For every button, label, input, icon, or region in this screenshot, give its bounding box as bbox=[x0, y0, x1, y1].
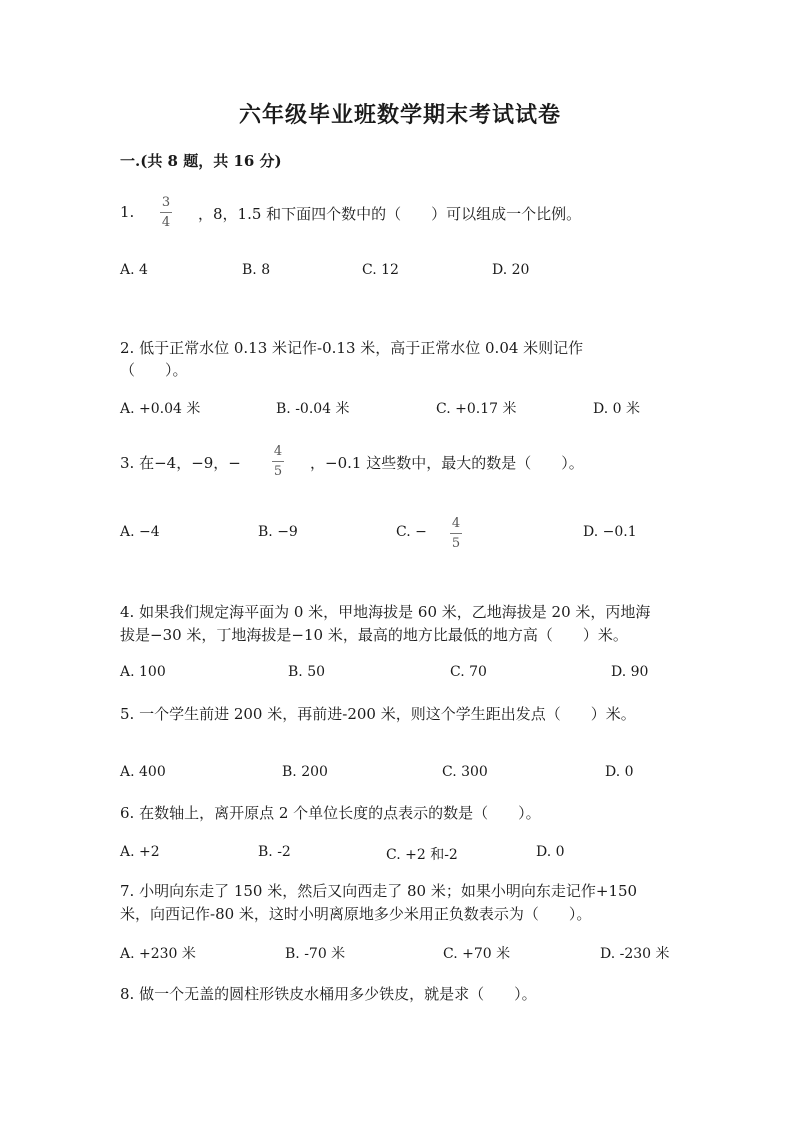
question-text-before: 3. 在−4，−9，− bbox=[120, 454, 241, 472]
option-c[interactable]: C. 300 bbox=[442, 764, 488, 780]
fraction-bar bbox=[450, 533, 462, 534]
option-a[interactable]: A. −4 bbox=[120, 524, 160, 540]
fraction-numerator: 4 bbox=[451, 516, 461, 531]
question-text-line-1: 4. 如果我们规定海平面为 0 米，甲地海拔是 60 米，乙地海拔是 20 米，丙地海 bbox=[120, 603, 651, 621]
question-text: ，8，1.5 和下面四个数中的（ ）可以组成一个比例。 bbox=[198, 205, 582, 223]
page-title: 六年级毕业班数学期末考试试卷 bbox=[238, 102, 561, 128]
option-c[interactable]: C. − bbox=[396, 524, 427, 540]
fraction-bar bbox=[272, 461, 284, 462]
option-d[interactable]: D. -230 米 bbox=[600, 946, 670, 962]
fraction-numerator: 4 bbox=[273, 444, 283, 459]
option-d[interactable]: D. 20 bbox=[492, 262, 530, 278]
option-a[interactable]: A. +2 bbox=[120, 844, 160, 860]
question-number: 1. bbox=[120, 203, 135, 221]
option-d[interactable]: D. 0 bbox=[536, 844, 565, 860]
option-b[interactable]: B. -2 bbox=[258, 844, 291, 860]
fraction-denominator: 5 bbox=[273, 464, 283, 479]
option-d[interactable]: D. 90 bbox=[611, 664, 649, 680]
option-d[interactable]: D. 0 米 bbox=[593, 401, 640, 417]
option-b[interactable]: B. −9 bbox=[258, 524, 298, 540]
fraction-denominator: 5 bbox=[451, 536, 461, 551]
question-text-line-2: （ ）。 bbox=[120, 361, 188, 379]
fraction-bar bbox=[160, 212, 172, 213]
option-a[interactable]: A. +230 米 bbox=[120, 946, 196, 962]
option-a[interactable]: A. 4 bbox=[120, 262, 148, 278]
option-c[interactable]: C. +2 和-2 bbox=[386, 847, 458, 863]
question-text-line-1: 2. 低于正常水位 0.13 米记作-0.13 米，高于正常水位 0.04 米则记作 bbox=[120, 339, 584, 357]
option-b[interactable]: B. 8 bbox=[242, 262, 271, 278]
option-b[interactable]: B. 50 bbox=[288, 664, 326, 680]
option-b[interactable]: B. -70 米 bbox=[285, 946, 346, 962]
option-c[interactable]: C. 12 bbox=[362, 262, 399, 278]
option-c[interactable]: C. +70 米 bbox=[443, 946, 511, 962]
option-c[interactable]: C. 70 bbox=[450, 664, 487, 680]
option-a[interactable]: A. 400 bbox=[120, 764, 166, 780]
question-text-line-1: 6. 在数轴上，离开原点 2 个单位长度的点表示的数是（ ）。 bbox=[120, 804, 541, 822]
question-text-line-1: 8. 做一个无盖的圆柱形铁皮水桶用多少铁皮，就是求（ ）。 bbox=[120, 985, 537, 1003]
option-a[interactable]: A. 100 bbox=[120, 664, 166, 680]
fraction-denominator: 4 bbox=[161, 215, 171, 230]
question-text-line-2: 拔是−30 米，丁地海拔是−10 米，最高的地方比最低的地方高（ ）米。 bbox=[120, 626, 628, 644]
fraction bbox=[272, 445, 284, 478]
option-b[interactable]: B. -0.04 米 bbox=[276, 401, 350, 417]
fraction bbox=[160, 196, 172, 229]
option-c[interactable]: C. +0.17 米 bbox=[436, 401, 517, 417]
option-a[interactable]: A. +0.04 米 bbox=[120, 401, 201, 417]
question-text-line-1: 7. 小明向东走了 150 米，然后又向西走了 80 米；如果小明向东走记作+150 bbox=[120, 882, 638, 900]
question-text-line-2: 米，向西记作-80 米，这时小明离原地多少米用正负数表示为（ ）。 bbox=[120, 905, 592, 923]
option-c-fraction bbox=[450, 517, 462, 550]
option-b[interactable]: B. 200 bbox=[282, 764, 328, 780]
option-d[interactable]: D. 0 bbox=[605, 764, 634, 780]
question-text-line-1: 5. 一个学生前进 200 米，再前进-200 米，则这个学生距出发点（ ）米。 bbox=[120, 705, 636, 723]
question-text-after: ，−0.1 这些数中，最大的数是（ ）。 bbox=[310, 454, 584, 472]
fraction-numerator: 3 bbox=[161, 195, 171, 210]
option-d[interactable]: D. −0.1 bbox=[583, 524, 637, 540]
section-heading: 一.(共 8 题，共 16 分) bbox=[120, 152, 282, 170]
